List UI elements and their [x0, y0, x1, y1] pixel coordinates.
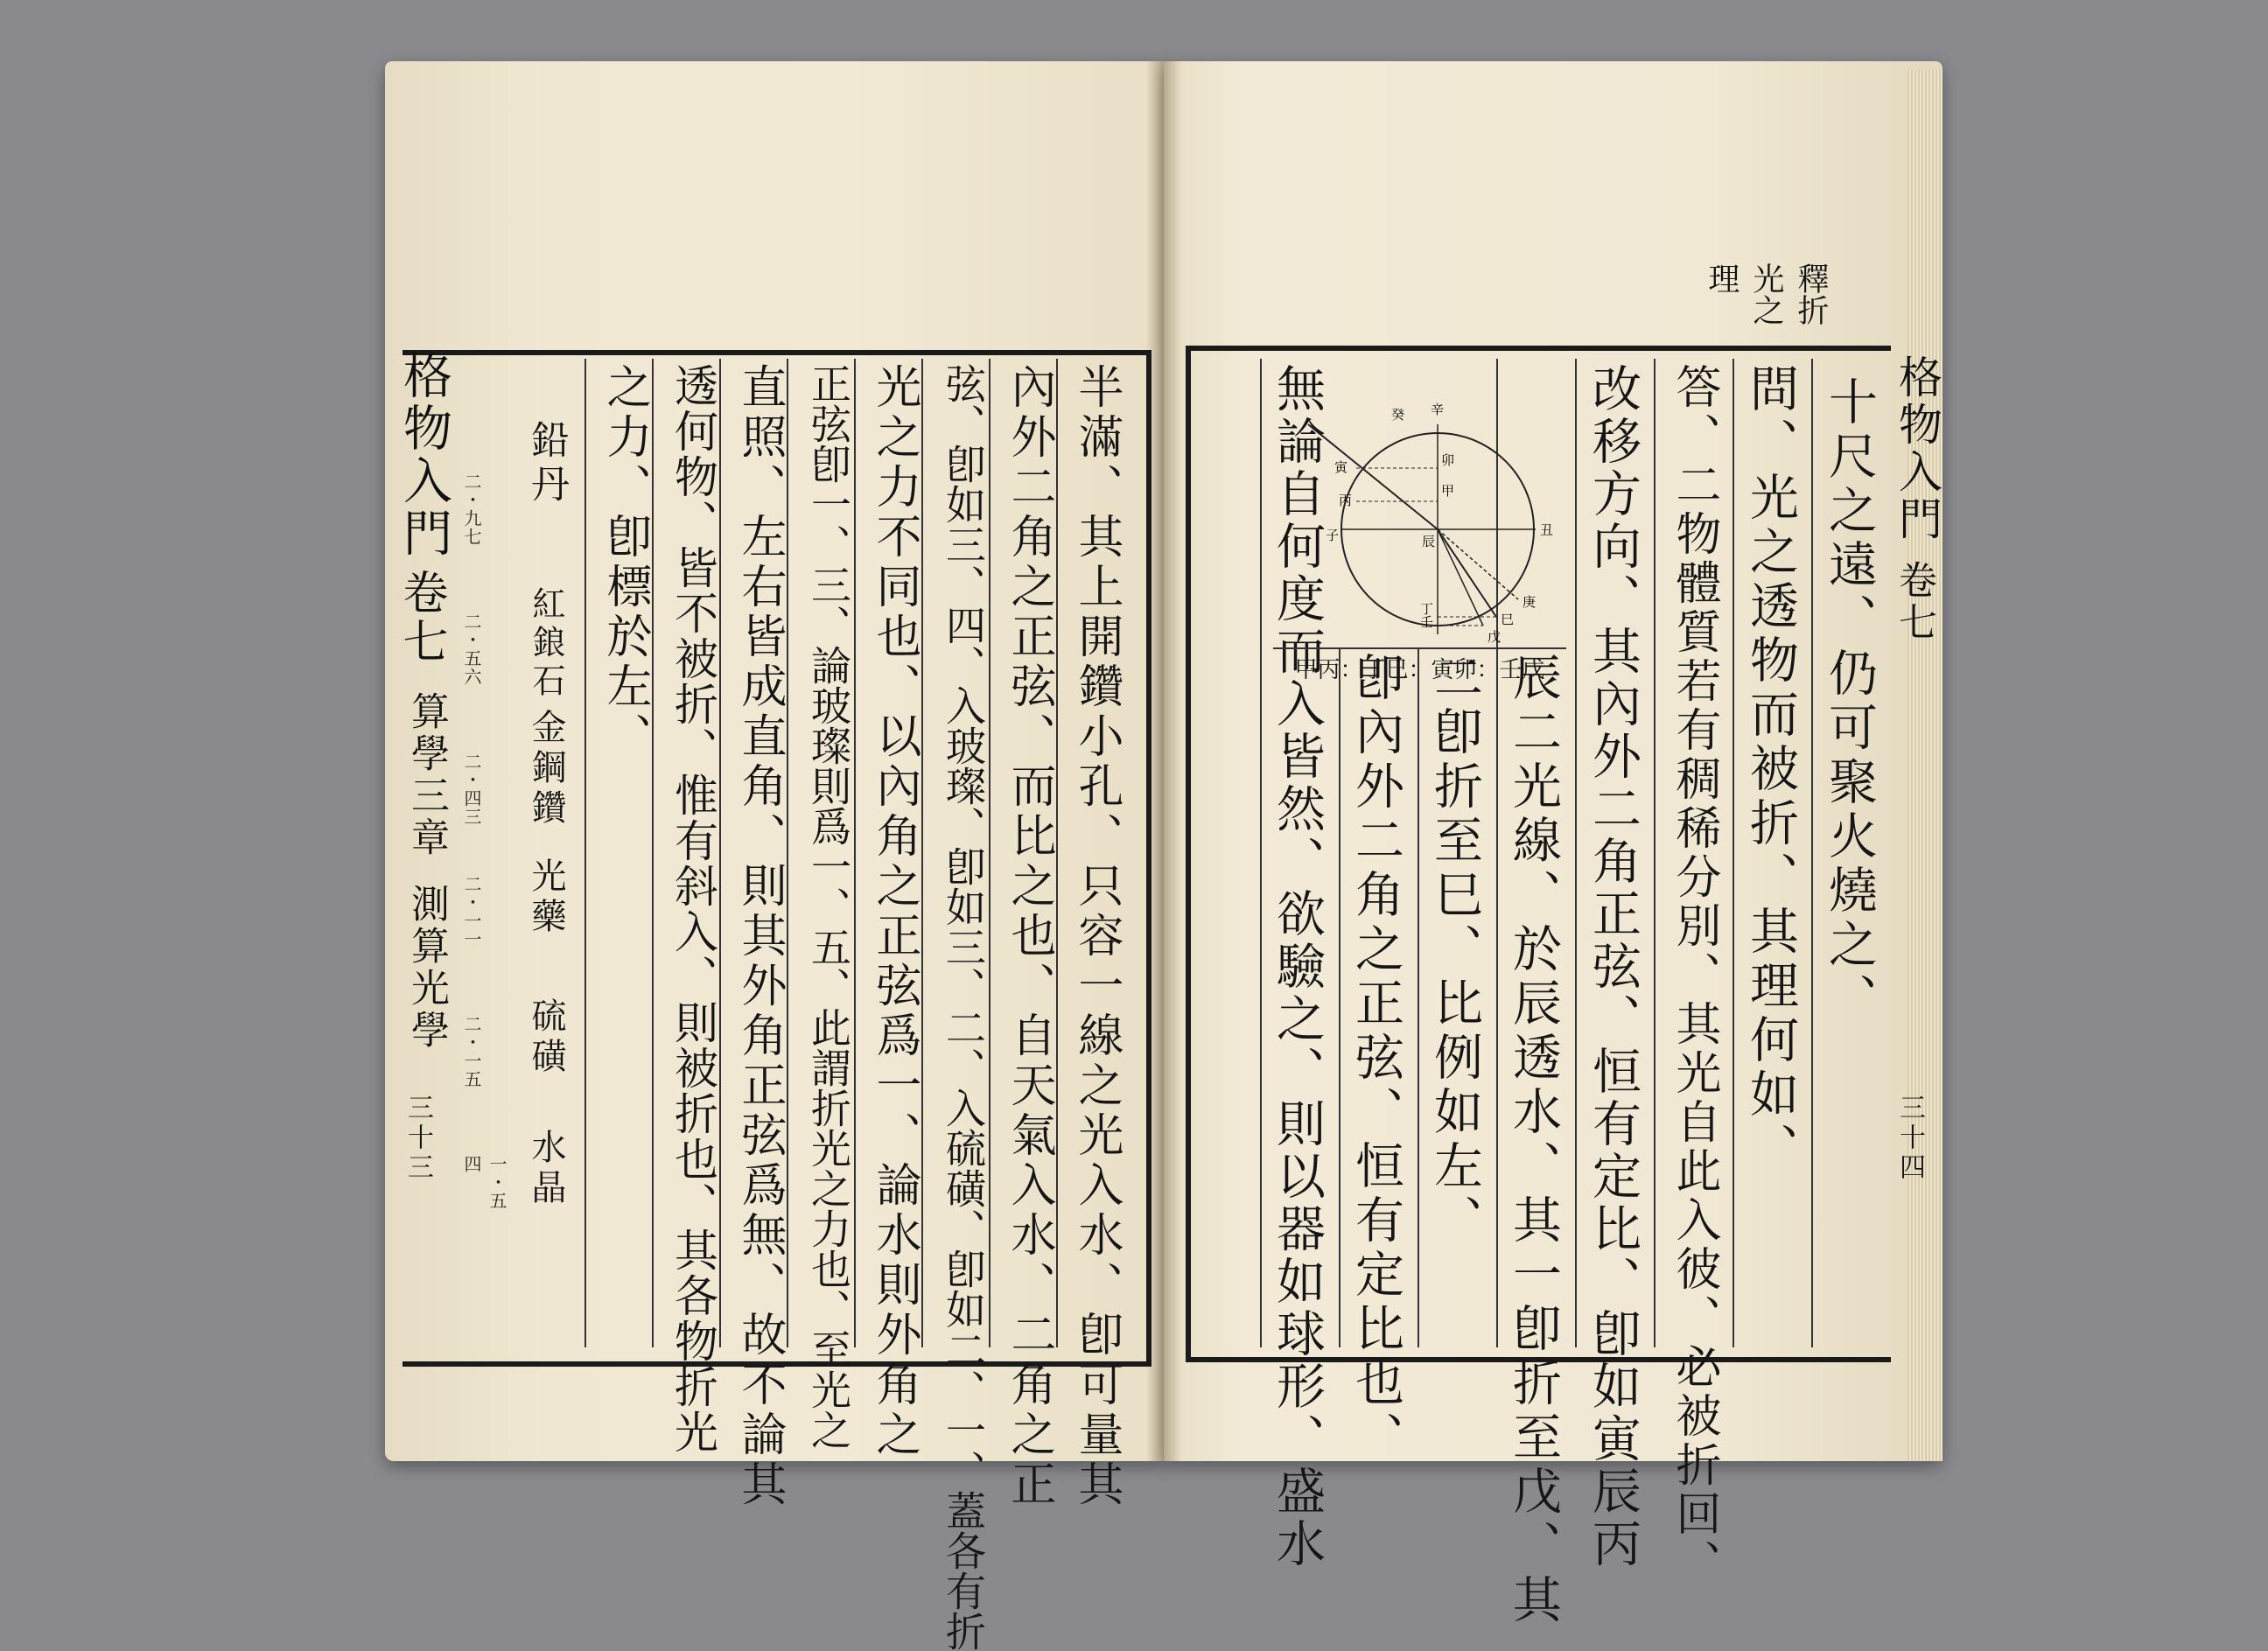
left-margin-subsection: 測算光學: [404, 884, 449, 1052]
material-3: 金鋼鑽: [526, 709, 566, 829]
left-margin-page: 三十三: [402, 1094, 433, 1183]
value-5: 二・一五: [461, 1015, 482, 1088]
right-column-8: 無論自何度而入皆然、欲驗之、則以器如球形、盛水: [1269, 363, 1326, 1571]
column-rule: [1418, 647, 1419, 1347]
label-gui: 癸: [1391, 407, 1405, 423]
left-column-4: 光之力不同也、以內角之正弦爲一、論水則外角之: [868, 363, 920, 1460]
label-si: 巳: [1501, 612, 1515, 627]
column-rule: [1260, 359, 1262, 1347]
right-column-5: 辰二光線、於辰透水、其一卽折至戊、其: [1505, 652, 1562, 1628]
material-6: 水晶: [526, 1129, 566, 1209]
value-3: 二・四三: [461, 752, 482, 826]
value-6: 一・五四: [461, 1155, 508, 1210]
column-rule: [1339, 647, 1340, 1347]
right-margin-volume: 卷七: [1892, 560, 1936, 644]
right-column-6: 二卽折至巳、比例如左、: [1426, 652, 1483, 1249]
column-rule: [1654, 359, 1656, 1347]
label-ding: 丁: [1420, 601, 1434, 617]
materials-list: [516, 420, 586, 1242]
label-mao: 卯: [1441, 452, 1455, 468]
label-bing: 丙: [1339, 493, 1353, 508]
refraction-diagram: [1273, 363, 1566, 649]
label-xin: 辛: [1431, 402, 1445, 417]
column-rule: [1811, 359, 1813, 1347]
label-geng: 庚: [1522, 594, 1536, 610]
left-column-3: 弦、卽如三、四、入玻璨、卽如三、二、入硫磺、卽如二、一、蓋各有折: [940, 363, 987, 1651]
left-column-6: 直照、左右皆成直角、則其外角正弦爲無、故不論其: [733, 363, 786, 1510]
left-column-7: 透何物、皆不被折、惟有斜入、則被折也、其各物折光: [668, 363, 718, 1455]
right-column-2: 問、光之透物而被折、其理何如、: [1742, 363, 1799, 1177]
material-4: 光藥: [526, 857, 566, 938]
left-column-5: 正弦卽一、三、論玻璨則爲一、五、此謂折光之力也、至光之: [805, 363, 852, 1450]
material-1: 鉛丹: [524, 420, 569, 507]
right-column-1: 十尺之遠、仍可聚火燒之、: [1821, 376, 1878, 1027]
diagram-caption: 甲丙：丁巳：寅卯：壬戊: [1294, 657, 1545, 683]
right-column-3: 答、二物體質若有稠稀分別、其光自此入彼、必被折回、: [1668, 363, 1720, 1588]
material-5: 硫磺: [526, 997, 566, 1078]
left-margin-section: 算學三章: [404, 691, 449, 859]
right-column-4: 改移方向、其內外二角正弦、恒有定比、卽如寅辰丙: [1585, 363, 1642, 1571]
values-list: [451, 472, 508, 1225]
label-yin: 寅: [1334, 459, 1348, 475]
left-column-1: 半滿、其上開鑽小孔、只容一線之光入水、卽可量其: [1070, 363, 1123, 1510]
right-margin-title: 格物入門: [1892, 354, 1942, 543]
side-heading: 釋折光之理: [1704, 262, 1829, 325]
value-4: 二・一一: [461, 875, 482, 948]
value-2: 二・五六: [461, 612, 482, 686]
page-edges: [1908, 70, 1942, 1461]
label-chou: 丑: [1540, 522, 1554, 538]
label-ren: 壬: [1420, 614, 1434, 630]
label-wu: 戊: [1488, 629, 1502, 645]
material-2: 紅鋃石: [527, 586, 565, 702]
right-column-7: 卽內外二角之正弦、恒有定比也、: [1348, 652, 1404, 1466]
label-chen: 辰: [1422, 534, 1436, 549]
label-jia: 甲: [1441, 483, 1455, 499]
book-gutter: [1146, 61, 1181, 1461]
label-zi: 子: [1326, 528, 1340, 543]
left-margin-title: 格物入門: [396, 350, 452, 560]
left-margin-volume: 卷七: [395, 569, 447, 667]
right-margin-page: 三十四: [1894, 1094, 1925, 1183]
column-rule: [1732, 359, 1734, 1347]
column-rule: [1575, 359, 1577, 1347]
value-1: 二・九七: [461, 472, 482, 546]
left-column-8: 之力、卽標於左、: [598, 363, 651, 762]
left-column-2: 內外二角之正弦、而比之也、自天氣入水、二角之正: [1003, 363, 1055, 1510]
column-rule: [584, 359, 586, 1347]
